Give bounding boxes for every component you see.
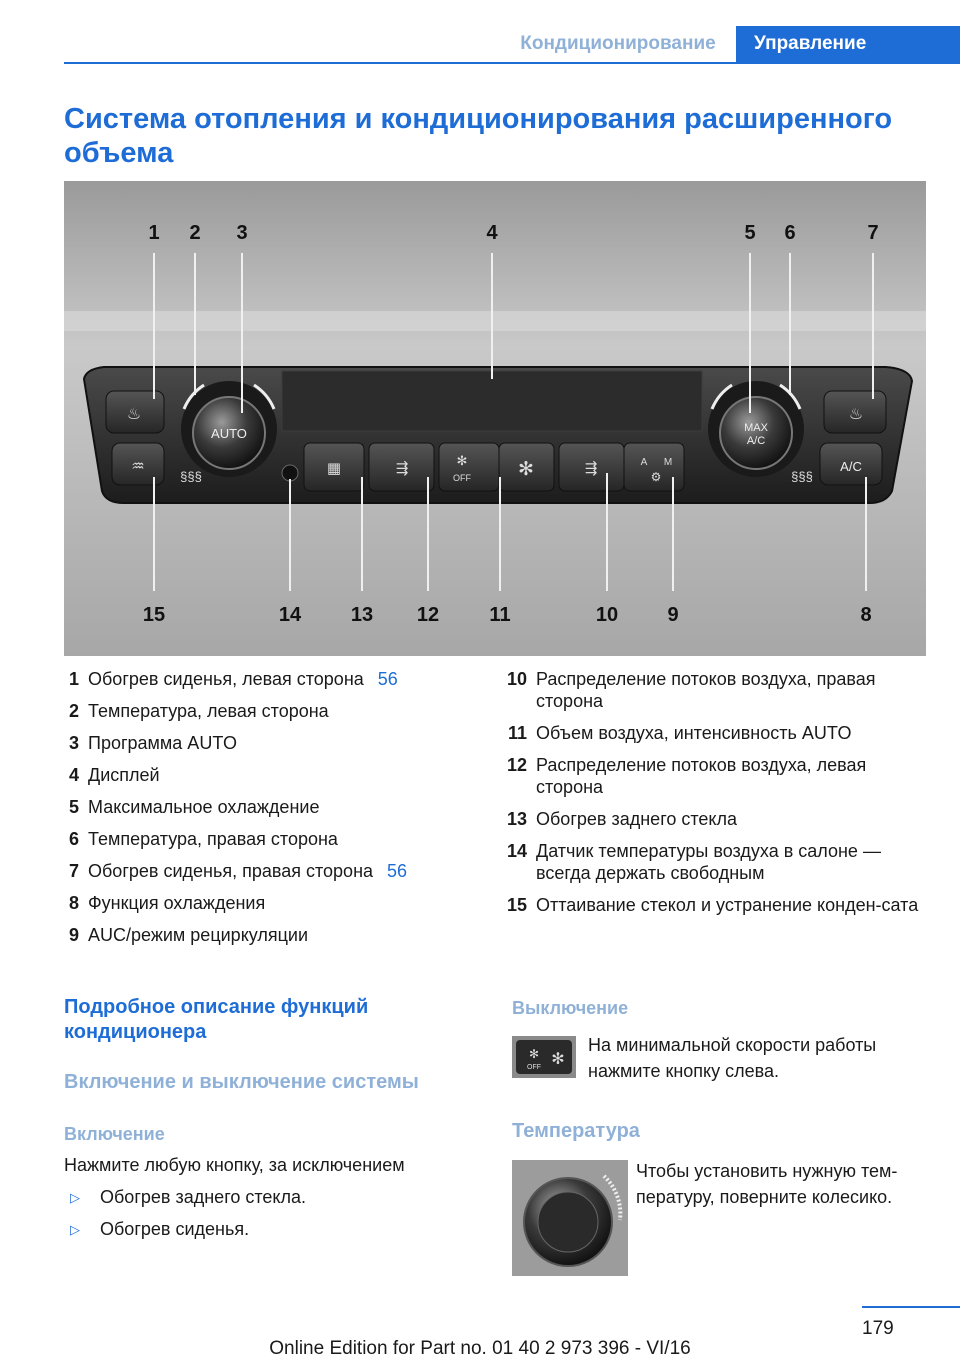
- legend-item: 14 Датчик температуры воздуха в салоне — всегда держать свободным: [506, 841, 881, 883]
- svg-text:✻: ✻: [518, 459, 534, 480]
- callout-3: 3: [236, 222, 248, 244]
- callout-6: 6: [784, 222, 796, 244]
- svg-text:♨: ♨: [848, 406, 864, 423]
- auto-knob-label: AUTO: [211, 426, 247, 441]
- auc-m-label: M: [663, 457, 673, 468]
- legend-item: 6 Температура, правая сторона: [68, 829, 338, 849]
- off-heading: Выключение: [512, 998, 629, 1018]
- off-button-label: OFF: [453, 473, 471, 483]
- callout-5: 5: [744, 222, 756, 244]
- legend-item: 13 Обогрев заднего стекла: [506, 809, 738, 829]
- footer-rule: [862, 1306, 960, 1308]
- legend-item: 12 Распределение потоков воздуха, левая сторона: [506, 755, 867, 797]
- legend-item: 8 Функция охлаждения: [68, 893, 266, 913]
- svg-text:✻: ✻: [528, 1047, 540, 1061]
- page-reference-link[interactable]: 56: [387, 861, 408, 881]
- callout-14: 14: [278, 604, 302, 626]
- bullet-triangle-icon: ▷: [70, 1190, 80, 1205]
- legend-item: 11 Объем воздуха, интенсивность AUTO: [507, 723, 852, 743]
- legend-item: 4 Дисплей: [68, 765, 160, 785]
- callout-8: 8: [860, 604, 872, 626]
- edition-footer: Online Edition for Part no. 01 40 2 973 396 - VI/16: [269, 1338, 691, 1359]
- legend-item: 15 Оттаивание стекол и устранение конден‐сата: [506, 895, 919, 915]
- legend-left: [46, 668, 456, 956]
- legend-item: 9 AUC/режим рециркуляции: [68, 925, 309, 945]
- legend-item: 2 Температура, левая сторона: [68, 701, 329, 721]
- auc-a-label: A: [640, 457, 648, 468]
- page-reference-link[interactable]: 56: [377, 669, 398, 689]
- svg-text:⇶: ⇶: [584, 460, 598, 477]
- callout-9: 9: [667, 604, 679, 626]
- callout-11: 11: [489, 604, 511, 626]
- callout-12: 12: [416, 604, 440, 626]
- svg-text:⇶: ⇶: [395, 460, 409, 477]
- header-chapter-tab[interactable]: Управление: [736, 26, 960, 62]
- climate-panel-figure: [64, 181, 926, 656]
- legend-item: 5 Максимальное охлаждение: [68, 797, 320, 817]
- callout-1: 1: [148, 222, 160, 244]
- callout-13: 13: [350, 604, 374, 626]
- svg-text:✻: ✻: [456, 453, 468, 468]
- svg-text:▦: ▦: [326, 460, 342, 477]
- bullet-item: ▷ Обогрев заднего стекла.: [64, 1187, 306, 1208]
- header-section-label: Кондиционирование: [520, 33, 716, 54]
- off-button-thumbnail: [512, 1036, 576, 1078]
- callout-7: 7: [867, 222, 879, 244]
- thumb-off-label: OFF: [527, 1064, 541, 1071]
- onoff-heading: Включение и выключение системы: [64, 1071, 419, 1093]
- callout-4: 4: [486, 222, 498, 244]
- callout-15: 15: [142, 604, 166, 626]
- header-rule: [64, 62, 960, 64]
- legend-item: 1 Обогрев сиденья, левая сторона 56: [68, 669, 398, 689]
- off-text: На минимальной скорости работы нажмите кнопку слева.: [588, 1035, 877, 1081]
- callout-10: 10: [595, 604, 619, 626]
- details-heading: Подробное описание функций кондиционера: [64, 996, 369, 1043]
- callout-2: 2: [189, 222, 201, 244]
- svg-text:♨: ♨: [126, 406, 142, 423]
- on-heading: Включение: [64, 1124, 165, 1144]
- svg-text:§§§: §§§: [791, 469, 813, 484]
- page-title: Система отопления и кондиционирования расширенного объема: [64, 103, 893, 169]
- legend-item: 10 Распределение потоков воздуха, правая сторона: [506, 669, 876, 711]
- max-ac-knob-label: A/C: [746, 435, 766, 447]
- page-number: 179: [862, 1318, 894, 1339]
- bullet-item: ▷ Обогрев сиденья.: [64, 1219, 249, 1240]
- legend-right: [494, 668, 924, 926]
- on-text: Нажмите любую кнопку, за исключением: [64, 1155, 405, 1175]
- bullet-triangle-icon: ▷: [70, 1222, 80, 1237]
- legend-item: 3 Программа AUTO: [68, 733, 237, 753]
- svg-text:♒: ♒: [131, 458, 145, 475]
- temperature-text: Чтобы установить нужную тем‐пературу, поверните колесико.: [636, 1161, 898, 1207]
- svg-text:✻: ✻: [551, 1051, 565, 1068]
- temperature-heading: Температура: [512, 1120, 640, 1142]
- temperature-knob-thumbnail: [512, 1160, 628, 1276]
- svg-text:⚙: ⚙: [650, 470, 662, 484]
- ac-button-label: A/C: [840, 459, 862, 474]
- max-knob-label: MAX: [744, 422, 768, 434]
- svg-text:§§§: §§§: [180, 469, 202, 484]
- legend-item: 7 Обогрев сиденья, правая сторона 56: [68, 861, 408, 881]
